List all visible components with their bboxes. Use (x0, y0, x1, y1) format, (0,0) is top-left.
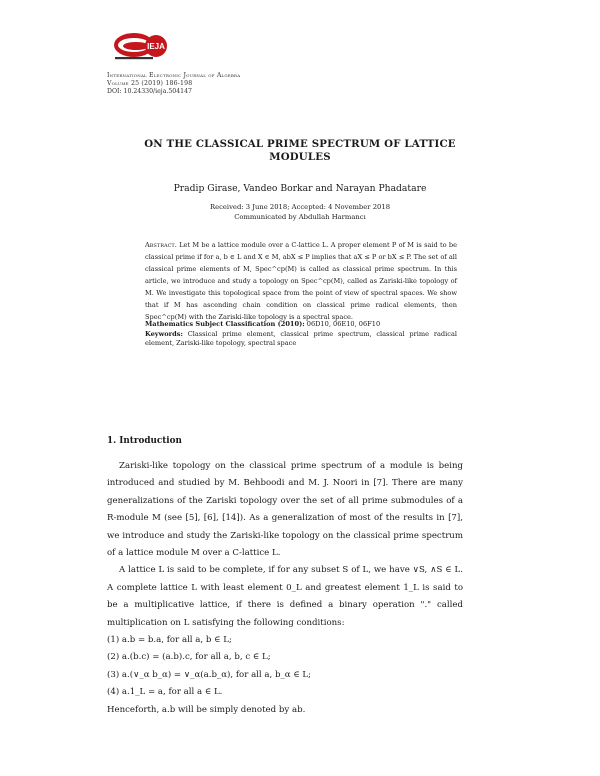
journal-name: International Electronic Journal of Algebra (107, 72, 241, 79)
classification-block (145, 320, 457, 349)
journal-header (107, 72, 240, 97)
conditions-list (107, 632, 463, 702)
intro-paragraph-1: Zariski-like topology on the classical prime spectrum of a module is being introduced and studied by M. Behboodi and M. J. Noori in [7]. There are many generalizations of the Zariski topology over the set of all prime submodules of a R-module M (see [5], [6], [14]). As a generalization of most of the results in [7], we introduce and study the Zariski-like topology on the classical prime spectrum of a lattice module M over a C-lattice L. (107, 461, 463, 559)
volume-line: Volume 25 (2019) 186-198 (107, 80, 193, 88)
paper-title (120, 138, 480, 164)
keywords-label: Keywords: (145, 329, 183, 338)
authors: Pradip Girase, Vandeo Borkar and Narayan Phadatare (173, 183, 427, 194)
abstract-text: Let M be a lattice module over a C-lattice L. A proper element P of M is said to be classical prime if for a, b ∈ L and X ∈ M, abX ≤ P implies that aX ≤ P or bX ≤ P. The set of all classical prime elements of M, Spec^cp(M) is called as classical prime spectrum. In this article, we introduce and study a topology on Spec^cp(M), called as Zariski-like topology of M. We investigate this topological space from the point of view of spectral spaces. We show that if M has ascending chain condition on classical prime radical elements, then Spec^cp(M) with the Zariski-like topology is a spectral space. (145, 241, 457, 321)
section-body (107, 458, 463, 719)
intro-paragraph-2: A lattice L is said to be complete, if for any subset S of L, we have ∨S, ∧S ∈ L. A complete lattice L with least element 0_L and greatest element 1_L is said to be a multiplicative lattice, if there is defined a binary operation "." called multiplication on L satisfying the following conditions: (107, 565, 463, 628)
communicated-by: Communicated by Abdullah Harmancı (234, 212, 366, 221)
doi: DOI: 10.24330/ieja.504147 (107, 88, 192, 96)
journal-logo (112, 30, 170, 64)
condition-item: (1) a.b = b.a, for all a, b ∈ L; (107, 635, 232, 646)
keywords-value: Classical prime element, classical prime spectrum, classical prime radical element, Zariski-like topology, spectral space (145, 329, 457, 347)
msc-line (145, 320, 457, 330)
condition-item: (4) a.1_L = a, for all a ∈ L. (107, 687, 223, 698)
condition-item: (2) a.(b.c) = (a.b).c, for all a, b, c ∈ L; (107, 652, 271, 663)
closing-sentence: Henceforth, a.b will be simply denoted by ab. (107, 704, 306, 715)
msc-label: Mathematics Subject Classification (2010): (145, 320, 305, 328)
logo-text: IEJA (147, 42, 165, 51)
keywords-line (145, 330, 457, 349)
abstract (145, 239, 457, 323)
msc-value: 06D10, 06E10, 06F10 (306, 320, 381, 328)
title-line-1: ON THE CLASSICAL PRIME SPECTRUM OF LATTICE (144, 138, 456, 150)
abstract-label: Abstract. (145, 241, 177, 249)
condition-item: (3) a.(∨_α b_α) = ∨_α(a.b_α), for all a, b_α ∈ L; (107, 669, 312, 680)
title-line-2: MODULES (269, 151, 331, 163)
dates-block (100, 203, 500, 222)
section-heading: 1. Introduction (107, 436, 182, 446)
received-date: Received: 3 June 2018; Accepted: 4 November 2018 (209, 203, 391, 211)
